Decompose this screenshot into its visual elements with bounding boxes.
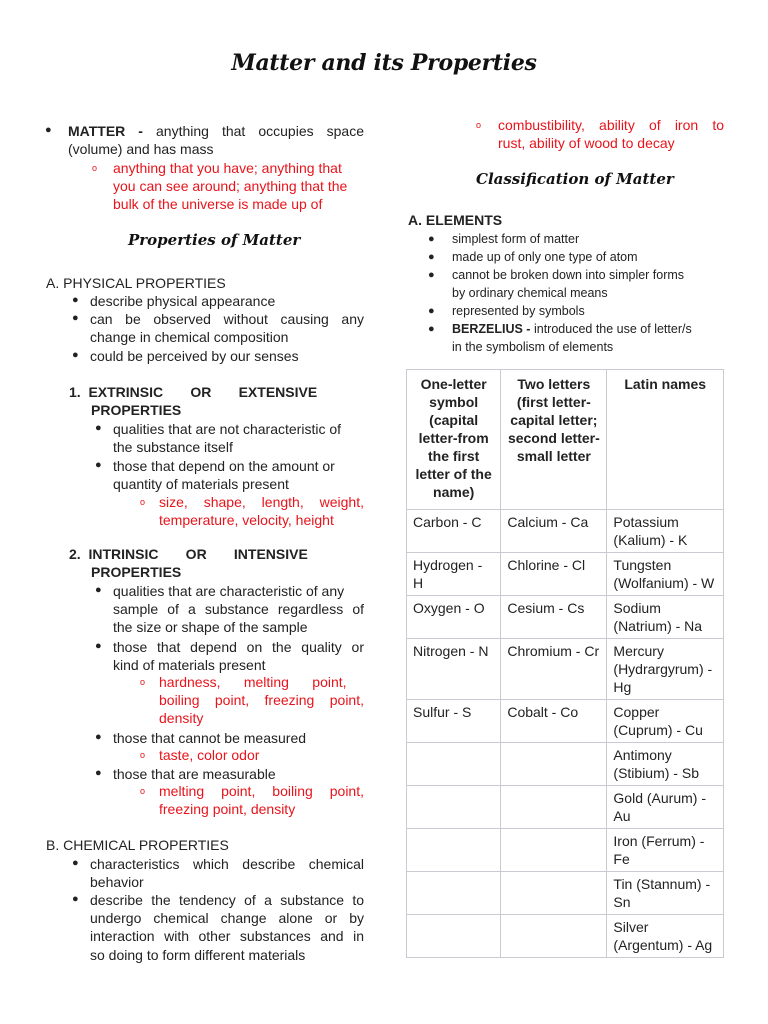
list-item: qualities that are characteristic of any sample of a substance regardless of the size or shape of the sample xyxy=(113,583,364,636)
bullet-icon: ● xyxy=(428,305,435,317)
table-cell: Carbon - C xyxy=(407,510,501,553)
table-cell: Mercury (Hydrargyrum) - Hg xyxy=(607,639,724,700)
table-cell xyxy=(501,872,607,915)
extrinsic-heading: 1. EXTRINSIC OR EXTENSIVE PROPERTIES xyxy=(69,384,318,419)
bullet-icon: ● xyxy=(95,422,102,434)
list-item: those that depend on the quality or kind of materials present xyxy=(113,639,364,674)
list-item: can be observed without causing any change in chemical composition xyxy=(90,311,364,346)
table-cell: Cesium - Cs xyxy=(501,596,607,639)
table-cell xyxy=(501,829,607,872)
list-item: those that cannot be measured xyxy=(113,730,307,746)
table-row xyxy=(407,743,724,786)
list-item: those that are measurable xyxy=(113,766,276,782)
table-row xyxy=(407,596,724,639)
berzelius-item: BERZELIUS - introduced the use of letter/s in the symbolism of elements xyxy=(452,322,692,354)
table-row xyxy=(407,786,724,829)
table-cell: Chromium - Cr xyxy=(501,639,607,700)
list-item: describe the tendency of a substance to undergo chemical change alone or by interaction with other substances and in so doing to form different materials xyxy=(90,892,364,963)
element-symbols-table xyxy=(406,369,724,958)
intrinsic-examples: hardness, melting point, boiling point, freezing point, density xyxy=(159,674,364,727)
berzelius-term: BERZELIUS - xyxy=(452,322,531,336)
not-measured-example: taste, color odor xyxy=(159,747,260,763)
matter-definition: MATTER - anything that occupies space (volume) and has mass xyxy=(68,123,364,158)
table-header: One-letter symbol (capital letter-from the first letter of the name) xyxy=(407,370,501,510)
elements-heading: A. ELEMENTS xyxy=(408,212,503,228)
table-cell xyxy=(407,915,501,958)
classification-heading: Classification of Matter xyxy=(476,170,674,188)
matter-term: MATTER - xyxy=(68,123,143,139)
table-cell xyxy=(407,786,501,829)
list-item: represented by symbols xyxy=(452,304,585,318)
combustibility-example: combustibility, ability of iron to rust, ability of wood to decay xyxy=(498,117,724,152)
circle-bullet-icon: o xyxy=(140,786,146,796)
table-cell: Hydrogen - H xyxy=(407,553,501,596)
table-row xyxy=(407,829,724,872)
bullet-icon: ● xyxy=(95,584,102,596)
table-cell: Sulfur - S xyxy=(407,700,501,743)
table-cell: Tin (Stannum) - Sn xyxy=(607,872,724,915)
bullet-icon: ● xyxy=(95,731,102,743)
table-cell: Calcium - Ca xyxy=(501,510,607,553)
table-row xyxy=(407,510,724,553)
table-cell: Cobalt - Co xyxy=(501,700,607,743)
table-header: Two letters (first letter-capital letter; second letter-small letter xyxy=(501,370,607,510)
circle-bullet-icon: o xyxy=(476,120,482,130)
table-cell: Iron (Ferrum) - Fe xyxy=(607,829,724,872)
circle-bullet-icon: o xyxy=(92,163,98,173)
bullet-icon: ● xyxy=(45,124,52,136)
table-cell: Nitrogen - N xyxy=(407,639,501,700)
table-row xyxy=(407,639,724,700)
bullet-icon: ● xyxy=(95,459,102,471)
table-cell: Tungsten (Wolfanium) - W xyxy=(607,553,724,596)
matter-subpoint: anything that you have; anything that you can see around; anything that the bulk of the universe is made up of xyxy=(113,160,348,213)
table-cell: Gold (Aurum) - Au xyxy=(607,786,724,829)
table-row xyxy=(407,553,724,596)
bullet-icon: ● xyxy=(95,767,102,779)
list-item: those that depend on the amount or quantity of materials present xyxy=(113,458,335,493)
table-cell xyxy=(501,915,607,958)
table-cell xyxy=(501,786,607,829)
list-item: cannot be broken down into simpler forms by ordinary chemical means xyxy=(452,268,685,300)
table-row xyxy=(407,872,724,915)
bullet-icon: ● xyxy=(428,233,435,245)
bullet-icon: ● xyxy=(95,640,102,652)
bullet-icon: ● xyxy=(428,269,435,281)
table-row xyxy=(407,915,724,958)
table-header: Latin names xyxy=(607,370,724,510)
list-item: could be perceived by our senses xyxy=(90,348,299,364)
circle-bullet-icon: o xyxy=(140,750,146,760)
bullet-icon: ● xyxy=(72,349,79,361)
table-row xyxy=(407,700,724,743)
document-title: Matter and its Properties xyxy=(231,50,537,76)
list-item: made up of only one type of atom xyxy=(452,250,638,264)
table-header-row xyxy=(407,370,724,510)
table-cell: Chlorine - Cl xyxy=(501,553,607,596)
measurable-examples: melting point, boiling point, freezing point, density xyxy=(159,783,364,818)
bullet-icon: ● xyxy=(72,312,79,324)
table-cell xyxy=(407,872,501,915)
list-item: characteristics which describe chemical behavior xyxy=(90,856,364,891)
list-item: qualities that are not characteristic of the substance itself xyxy=(113,421,342,456)
list-item: simplest form of matter xyxy=(452,232,580,246)
bullet-icon: ● xyxy=(72,857,79,869)
bullet-icon: ● xyxy=(428,251,435,263)
table-cell: Silver (Argentum) - Ag xyxy=(607,915,724,958)
chemical-properties-heading: B. CHEMICAL PROPERTIES xyxy=(46,837,229,853)
table-cell xyxy=(407,829,501,872)
table-cell: Oxygen - O xyxy=(407,596,501,639)
table-cell: Antimony (Stibium) - Sb xyxy=(607,743,724,786)
physical-properties-heading: A. PHYSICAL PROPERTIES xyxy=(46,275,226,291)
table-cell xyxy=(501,743,607,786)
intrinsic-heading: 2. INTRINSIC OR INTENSIVE PROPERTIES xyxy=(69,546,308,581)
table-cell: Sodium (Natrium) - Na xyxy=(607,596,724,639)
bullet-icon: ● xyxy=(72,294,79,306)
circle-bullet-icon: o xyxy=(140,497,146,507)
properties-heading: Properties of Matter xyxy=(128,231,301,249)
table-cell xyxy=(407,743,501,786)
list-item: describe physical appearance xyxy=(90,293,276,309)
table-cell: Copper (Cuprum) - Cu xyxy=(607,700,724,743)
table-cell: Potassium (Kalium) - K xyxy=(607,510,724,553)
bullet-icon: ● xyxy=(428,323,435,335)
extrinsic-examples: size, shape, length, weight, temperature, velocity, height xyxy=(159,494,364,529)
circle-bullet-icon: o xyxy=(140,677,146,687)
bullet-icon: ● xyxy=(72,893,79,905)
